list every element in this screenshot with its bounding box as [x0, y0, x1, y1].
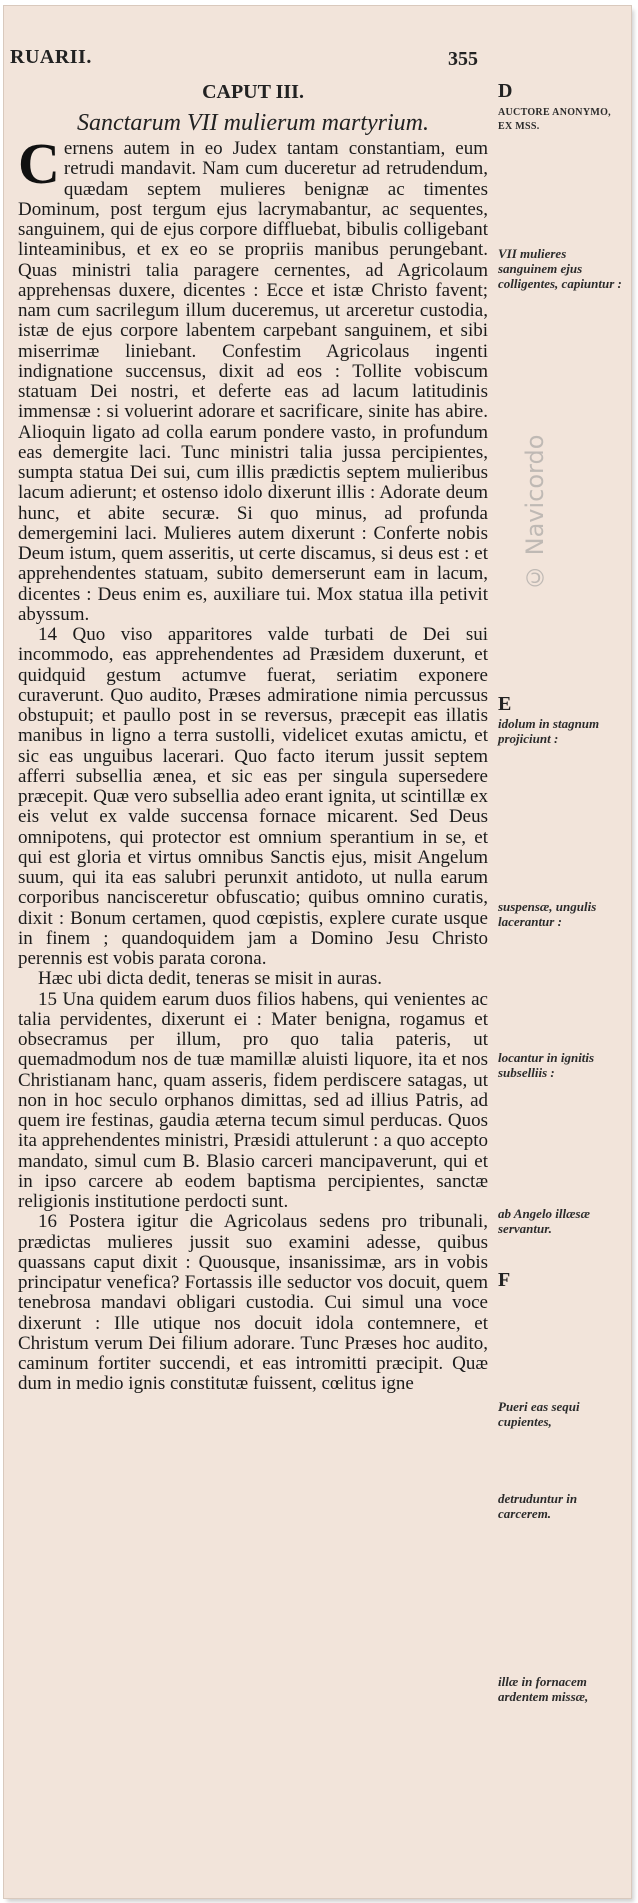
margin-note-3: suspensæ, ungulis lacerantur :	[498, 899, 597, 929]
paragraph-15: 15 Una quidem earum duos filios habens, qui venientes ac talia pervidentes, dixerunt ei : Mater benigna, rogamus et obsecramus per illum, pro quo talia pateris, ut quemadmodum nos de tuæ mamillæ aluisti liquore, ita et nos Christianam hanc, quam asseris, fidem perdiscere satagas, ut non in hoc seculo orphanos dimittas, sed ad illius Patris, ad quem ire festinas, gaudia æterna tecum simul perducas. Quos ita apprehendentes ministri, Præsidi attulerunt : a quo accepto mandato, simul cum B. Blasio carceri mancipaverunt, qui et in ipso carcere ab eodem baptisma percipientes, sanctæ religionis institutione perdocti sunt.	[18, 988, 488, 1212]
drop-cap: C	[18, 131, 60, 196]
margin-note-1: VII mulieres sanguinem ejus colligentes, capiuntur :	[498, 246, 622, 291]
chapter-heading: CAPUT III.	[202, 81, 304, 103]
paragraph-1-text: ernens autem in eo Judex tantam constantiam, eum retrudi mandavit. Nam cum duceretur ad retrudendum, quædam septem mulieres benignæ ac timentes Dominum, post tergum ejus lacrymabantur, ac sequentes, sanguinem, qui de ejus corpore diffluebat, bibulis colligebant linteaminibus, et ex eo se propriis manibus perungebant. Quas ministri talia paragere cernentes, ad Agricolaum apprehensas duxere, dicentes : Ecce et istæ Christo favent; nam cum sacrilegum illum duceremus, ut arceretur custodia, istæ de ejus corpore labentem carpebant sanguinem, et sibi miserrimæ liniebant. Confestim Agricolaus ingenti indignatione succensus, dixit ad eos : Tollite vobiscum statuam Dei nostri, et deferte eas ad lacum latitudinis immensæ : si voluerint adorare et sacrificare, sinite has abire. Alioquin ligato ad colla earum pondere vasto, in profundum eas demergite laci. Tunc ministri talia jussa percipientes, sumpta statua Dei sui, cum illis prædictis septem mulieribus lacum adierunt; et ostenso idolo dixerunt illis : Adorate deum hunc, et abite securæ. Si quo minus, ad profunda demergemini laci. Mulieres autem dixerunt : Conferte nobis Deum istum, quem asseritis, ut certe discamus, si deus est : et apprehendentes statuam, subito demerserunt eam in lacum, dicentes : Deus enim es, auxiliare tui. Mox statua illa petivit abyssum.	[18, 138, 488, 625]
watermark: © Navicordo	[521, 434, 549, 591]
margin-letter-d: D	[498, 80, 513, 102]
paragraph-16: 16 Postera igitur die Agricolaus sedens pro tribunali, prædictas mulieres jussit suo examini adesse, quibus quassans caput dixit : Quousque, insanissimæ, ars in vobis principatur venefica? Fortassis ille seductor vos docuit, quem tenebrosa mandavi obligari custodia. Cui simul una voce dixerunt : Ille utique nos docuit idola contemnere, et Christum verum Dei filium adorare. Tunc Præses hoc audito, caminum fortiter succendi, et eas intromitti præcipit. Quæ dum in medio ignis constitutæ fuissent, cœlitus igne	[18, 1211, 488, 1395]
margin-letter-e: E	[498, 693, 512, 715]
book-page	[4, 6, 631, 1898]
margin-note-4: locantur in ignitis subselliis :	[498, 1050, 595, 1080]
chapter-subtitle: Sanctarum VII mulierum martyrium.	[77, 110, 429, 136]
paragraph-1	[18, 131, 488, 625]
page-number: 355	[448, 48, 478, 70]
margin-note-8: illæ in fornacem ardentem missæ,	[498, 1674, 589, 1704]
margin-note-5: ab Angelo illæsæ servantur.	[498, 1206, 590, 1236]
margin-note-2: idolum in stagnum projiciunt :	[498, 716, 600, 746]
verse-line: Hæc ubi dicta dedit, teneras se misit in auras.	[38, 968, 383, 990]
running-head: RUARII.	[10, 46, 92, 68]
margin-letter-f: F	[498, 1269, 511, 1291]
margin-note-7: detruduntur in carcerem.	[498, 1491, 578, 1521]
paragraph-14: 14 Quo viso apparitores valde turbati de Dei sui incommodo, eas apprehendentes ad Præsidem duxerunt, et quidquid gestum actumve fuerat, seriatim exponere curaverunt. Quo audito, Præses admiratione nimia percussus obstupuit; et paullo post in se reversus, præcepit eas illatis manibus in ligno a terra sustolli, videlicet exutas amictu, et sic eas unguibus lacerari. Quo facto iterum jussit septem afferri subsellia ænea, et sic eas per singula supersedere præcepit. Quæ vero subsellia adeo erant ignita, ut scintillæ ex eis velut ex valde succensa fornace micarent. Sed Deus omnipotens, qui protector est omnium sperantium in se, et qui est gloria et virtus omnibus Sanctis ejus, misit Angelum suum, qui ita eas salubri perunxit antidoto, ut nulla earum corporibus nancisceretur obfuscatio; quibus omnino curatis, dixit : Bonum certamen, quod cœpistis, explere curate usque in finem ; quandoquidem jam a Domino Jesu Christo perennis est vobis parata corona.	[18, 624, 488, 969]
margin-note-6: Pueri eas sequi cupientes,	[498, 1399, 580, 1429]
margin-note-auctore: AUCTORE ANONYMO, EX MSS.	[498, 107, 611, 132]
main-text-column	[18, 131, 488, 1395]
